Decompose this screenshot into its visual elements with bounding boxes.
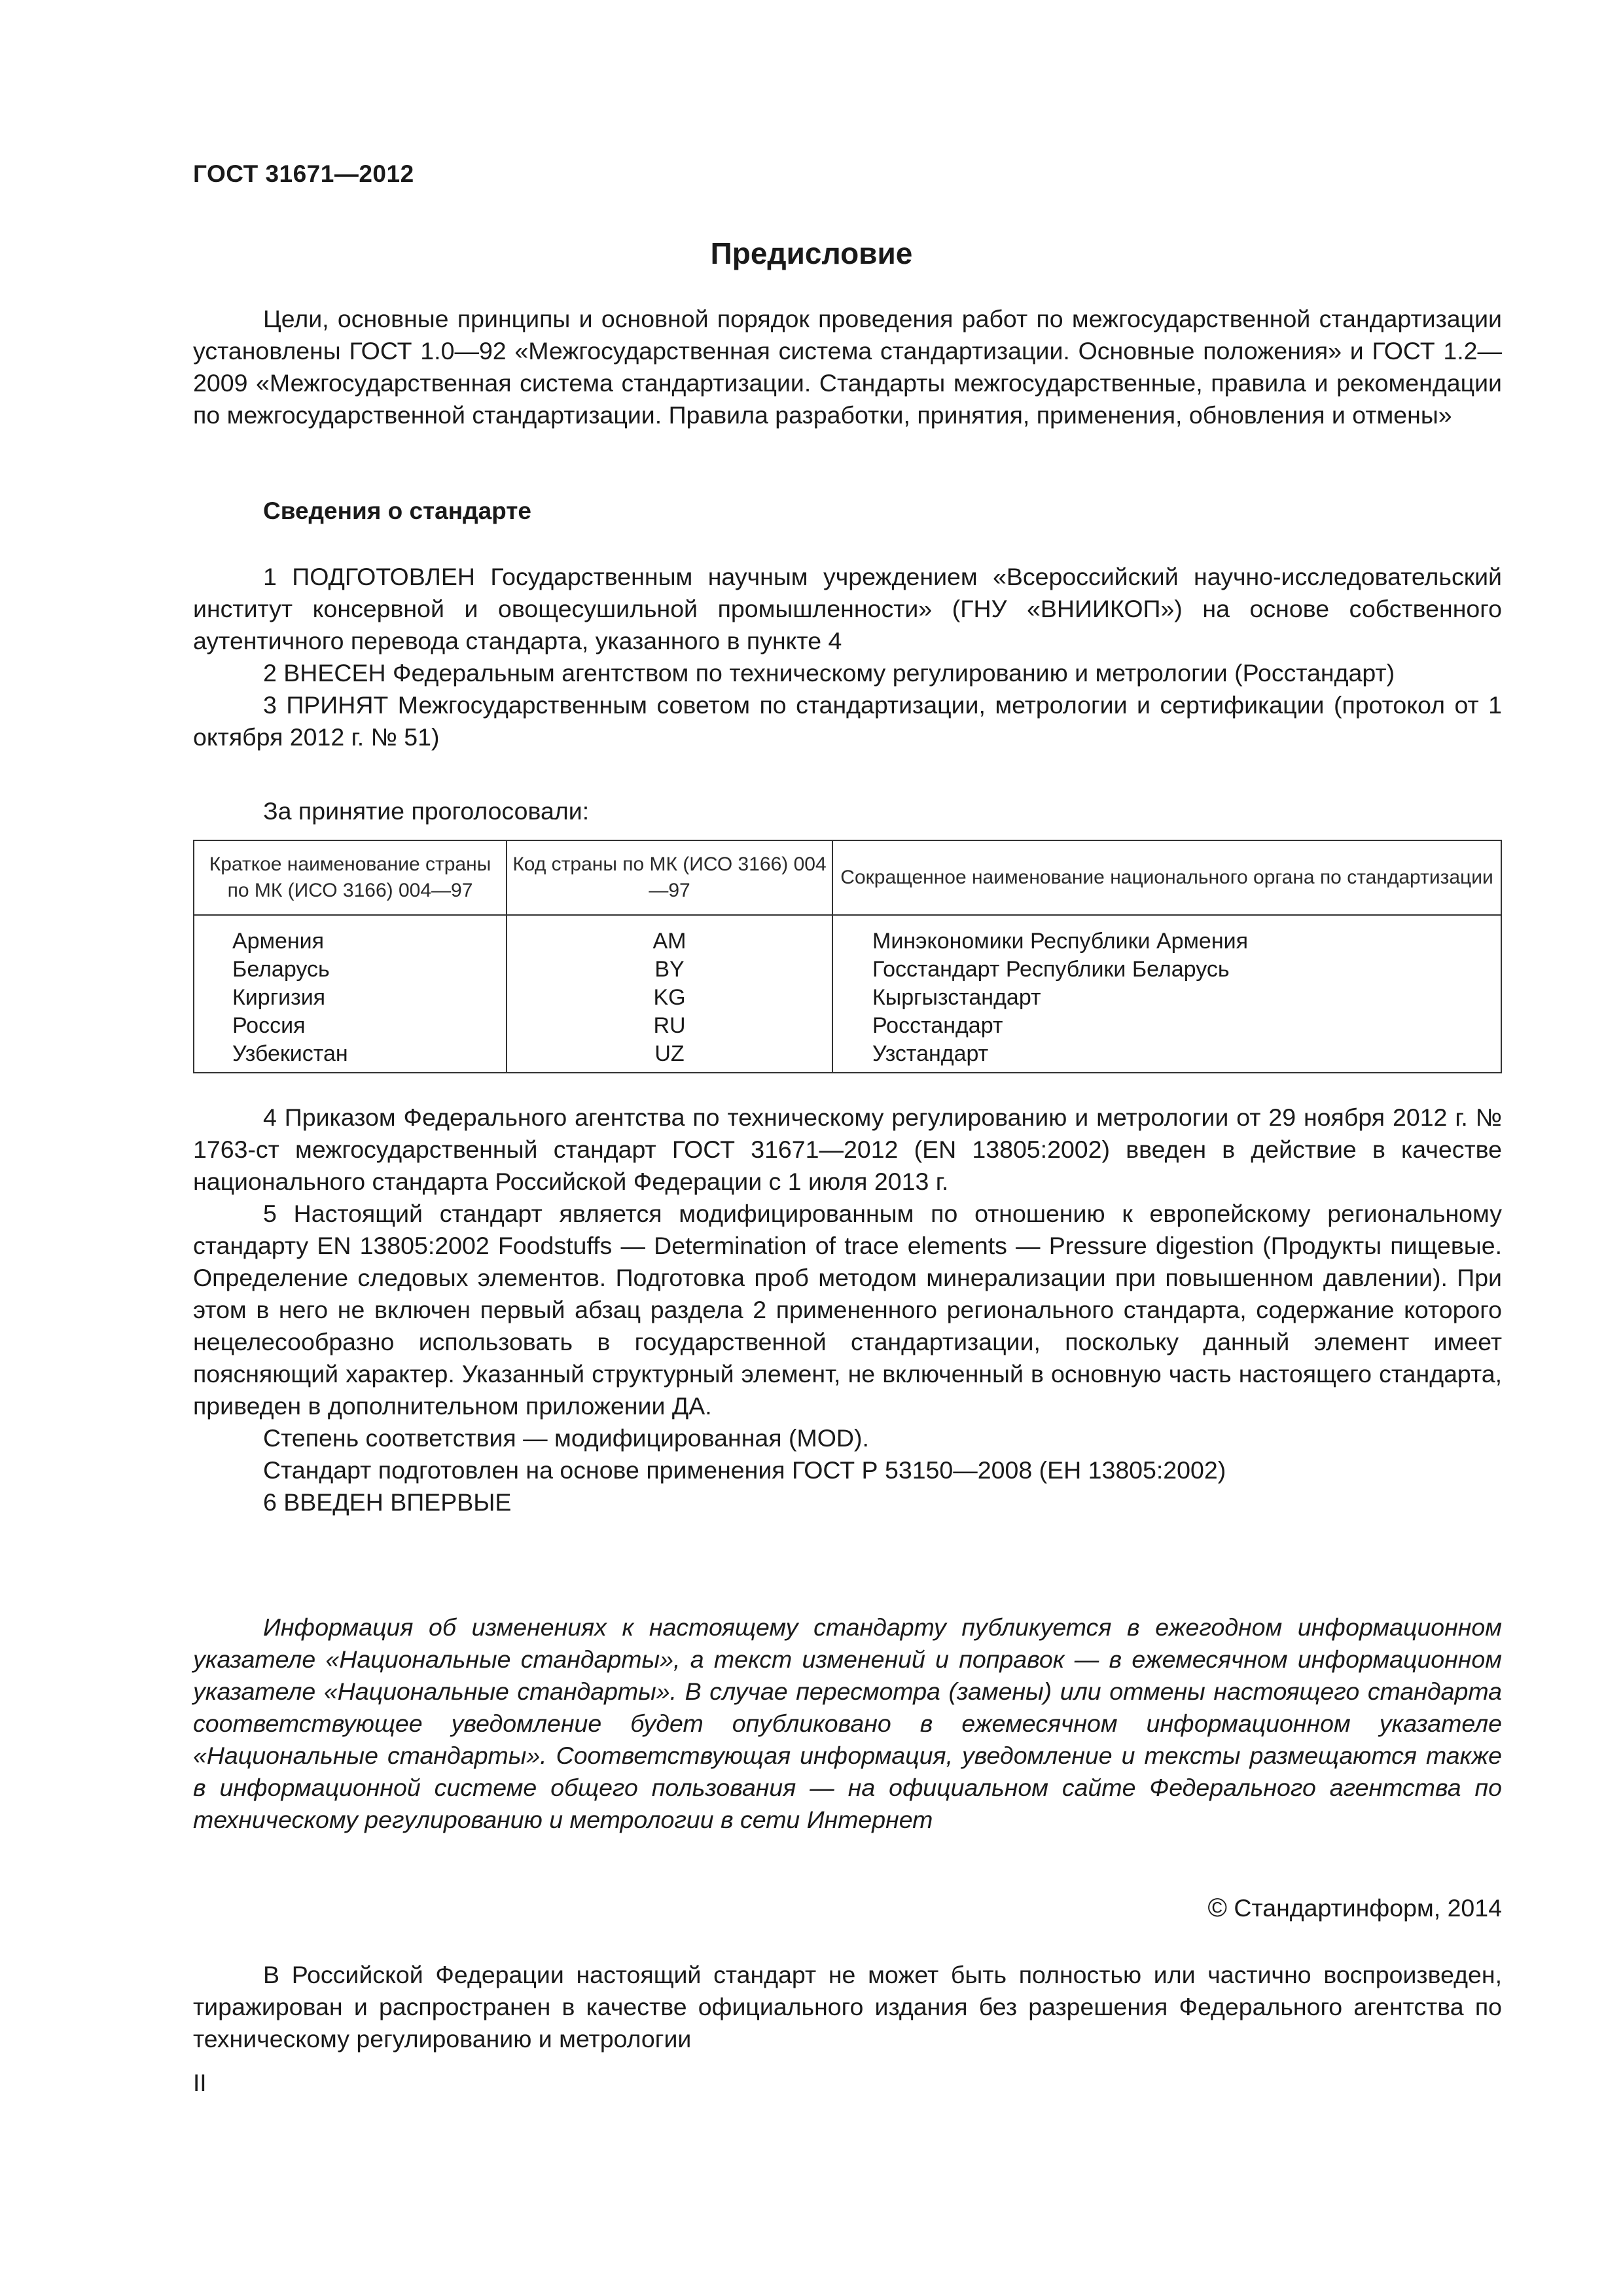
item-prepared: 1 ПОДГОТОВЛЕН Государственным научным учреждением «Всероссийский научно-исследовательский институт консервной и овощесушильной промышленности» (ГНУ «ВНИИКОП») на основе собственного аутентичного перевода стандарта, указанного в пункте 4 xyxy=(193,563,1502,655)
table-row xyxy=(194,915,1501,956)
country-name: Армения xyxy=(194,915,507,956)
header-country-code: Код страны по МК (ИСО 3166) 004—97 xyxy=(507,840,832,915)
page-number: II xyxy=(193,2070,207,2096)
national-organ: Минэкономики Республики Армения xyxy=(832,915,1501,956)
intro-paragraph-block xyxy=(193,303,1502,431)
header-country-name: Краткое наименование страны по МК (ИСО 3166) 004—97 xyxy=(194,840,507,915)
changes-notice-block xyxy=(193,1611,1502,1836)
item-modified: 5 Настоящий стандарт является модифицированным по отношению к европейскому региональному стандарту EN 13805:2002 Foodstuffs — Determination of trace elements — Pressure digestion (Продукты пищевые. Определение следовых элементов. Подготовка проб методом минерализации при повышенном давлении). При этом в него не включен первый абзац раздела 2 примененного регионального стандарта, содержание которого нецелесообразно использовать в государственной стандартизации, поскольку данный элемент имеет поясняющий характер. Указанный структурный элемент, не включенный в основную часть настоящего стандарта, приведен в дополнительном приложении ДА. xyxy=(193,1200,1502,1420)
copyright-text: Стандартинформ, 2014 xyxy=(1234,1894,1502,1922)
country-code: AM xyxy=(507,915,832,956)
country-code: RU xyxy=(507,1012,832,1040)
header-national-organ: Сокращенное наименование национального органа по стандартизации xyxy=(832,840,1501,915)
voting-countries-table xyxy=(193,840,1502,1073)
reproduction-notice-block xyxy=(193,1959,1502,2055)
table-row xyxy=(194,1012,1501,1040)
country-code: KG xyxy=(507,984,832,1012)
national-organ: Кыргызстандарт xyxy=(832,984,1501,1012)
changes-notice: Информация об изменениях к настоящему стандарту публикуется в ежегодном информационном указателе «Национальные стандарты», а текст изменений и поправок — в ежемесячном информационном указателе «Национальные стандарты». В случае пересмотра (замены) или отмены настоящего стандарта соответствующее уведомление будет опубликовано в ежемесячном информационном указателе «Национальные стандарты». Соответствующая информация, уведомление и тексты размещаются также в информационной системе общего пользования — на официальном сайте Федерального агентства по техническому регулированию и метрологии в сети Интернет xyxy=(193,1613,1502,1833)
country-name: Узбекистан xyxy=(194,1040,507,1073)
item-first-introduced: 6 ВВЕДЕН ВПЕРВЫЕ xyxy=(263,1488,512,1516)
item-adopted: 3 ПРИНЯТ Межгосударственным советом по стандартизации, метрологии и сертификации (протокол от 1 октября 2012 г. № 51) xyxy=(193,691,1502,751)
standard-code-header: ГОСТ 31671—2012 xyxy=(193,160,414,187)
table-header-row xyxy=(194,840,1501,915)
item-order: 4 Приказом Федерального агентства по техническому регулированию и метрологии от 29 ноября 2012 г. № 1763-ст межгосударственный стандарт ГОСТ 31671—2012 (EN 13805:2002) введен в действие в качестве национального стандарта Российской Федерации с 1 июля 2013 г. xyxy=(193,1103,1502,1195)
country-name: Киргизия xyxy=(194,984,507,1012)
national-organ: Росстандарт xyxy=(832,1012,1501,1040)
standard-info-items xyxy=(193,561,1502,753)
national-organ: Госстандарт Республики Беларусь xyxy=(832,956,1501,984)
country-name: Беларусь xyxy=(194,956,507,984)
copyright-line xyxy=(1207,1893,1502,1923)
table-row xyxy=(194,1040,1501,1073)
item-introduced: 2 ВНЕСЕН Федеральным агентством по техническому регулированию и метрологии (Росстандарт) xyxy=(263,659,1395,687)
voted-label: За принятие проголосовали: xyxy=(263,797,590,825)
standard-basis: Стандарт подготовлен на основе применения ГОСТ Р 53150—2008 (ЕН 13805:2002) xyxy=(263,1456,1226,1484)
additional-items xyxy=(193,1102,1502,1518)
copyright-icon: © xyxy=(1207,1893,1227,1922)
table-row xyxy=(194,956,1501,984)
national-organ: Узстандарт xyxy=(832,1040,1501,1073)
table-row xyxy=(194,984,1501,1012)
intro-paragraph: Цели, основные принципы и основной порядок проведения работ по межгосударственной стандартизации установлены ГОСТ 1.0—92 «Межгосударственная система стандартизации. Основные положения» и ГОСТ 1.2—2009 «Межгосударственная система стандартизации. Стандарты межгосударственные, правила и рекомендации по межгосударственной стандартизации. Правила разработки, принятия, применения, обновления и отмены» xyxy=(193,305,1502,429)
reproduction-notice: В Российской Федерации настоящий стандарт не может быть полностью или частично воспроизведен, тиражирован и распространен в качестве официального издания без разрешения Федерального агентства по техническому регулированию и метрологии xyxy=(193,1961,1502,2053)
standard-info-heading: Сведения о стандарте xyxy=(263,497,531,524)
country-code: BY xyxy=(507,956,832,984)
section-title-foreword: Предисловие xyxy=(710,236,913,270)
country-code: UZ xyxy=(507,1040,832,1073)
country-name: Россия xyxy=(194,1012,507,1040)
conformity-degree: Степень соответствия — модифицированная (MOD). xyxy=(263,1424,869,1452)
